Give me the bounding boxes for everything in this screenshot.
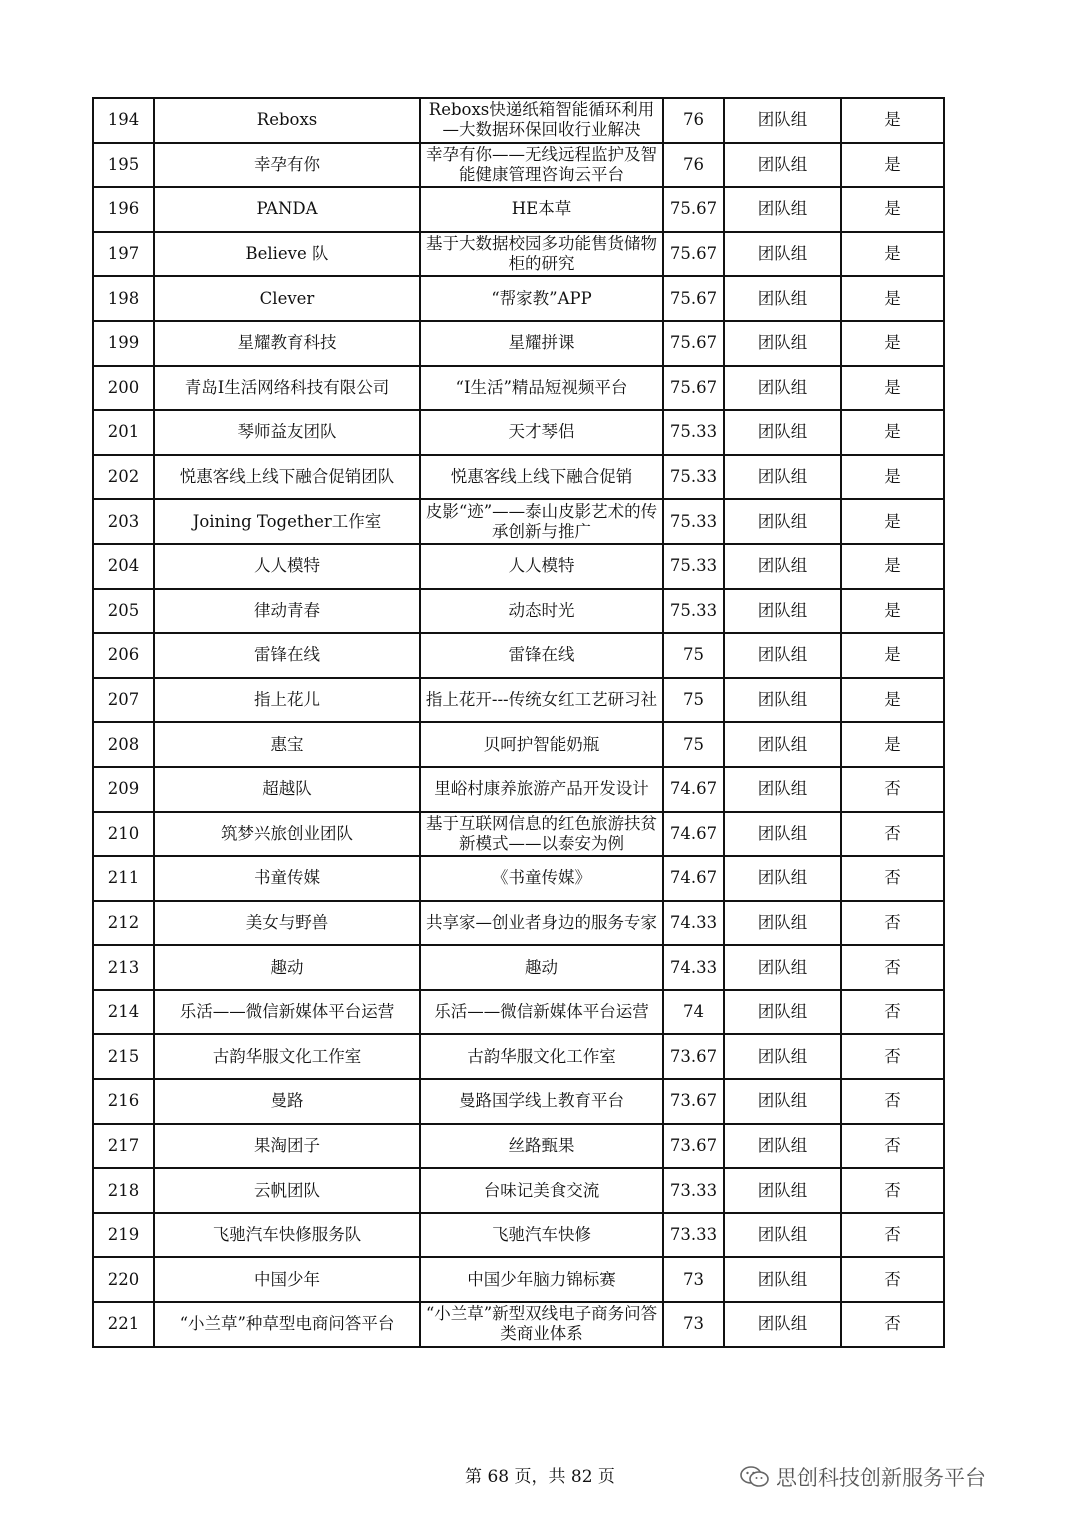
- score-cell: 75.67: [663, 321, 724, 366]
- team-name-cell: 惠宝: [154, 722, 420, 767]
- project-name-cell: 人人模特: [420, 544, 663, 589]
- row-number-cell: 215: [93, 1034, 154, 1079]
- watermark: [740, 1462, 986, 1492]
- table-row: [93, 1034, 944, 1079]
- team-name-cell: Believe 队: [154, 232, 420, 277]
- row-number-cell: 200: [93, 366, 154, 411]
- row-number-cell: 199: [93, 321, 154, 366]
- result-cell: 否: [841, 1034, 944, 1079]
- score-cell: 74: [663, 990, 724, 1035]
- result-cell: 是: [841, 143, 944, 188]
- row-number-cell: 218: [93, 1168, 154, 1213]
- score-cell: 74.67: [663, 767, 724, 812]
- result-cell: 否: [841, 812, 944, 857]
- result-cell: 是: [841, 455, 944, 500]
- row-number-cell: 213: [93, 945, 154, 990]
- score-cell: 73.33: [663, 1213, 724, 1258]
- project-name-cell: HE本草: [420, 187, 663, 232]
- table-row: [93, 366, 944, 411]
- project-name-cell: 星耀拼课: [420, 321, 663, 366]
- result-cell: 是: [841, 544, 944, 589]
- row-number-cell: 205: [93, 589, 154, 634]
- project-name-cell: 皮影“迹”——泰山皮影艺术的传承创新与推广: [420, 499, 663, 544]
- result-cell: 否: [841, 945, 944, 990]
- table-row: [93, 1079, 944, 1124]
- group-cell: 团队组: [724, 633, 841, 678]
- table-row: [93, 98, 944, 143]
- row-number-cell: 201: [93, 410, 154, 455]
- group-cell: 团队组: [724, 1034, 841, 1079]
- team-name-cell: 筑梦兴旅创业团队: [154, 812, 420, 857]
- table-row: [93, 945, 944, 990]
- project-name-cell: 中国少年脑力锦标赛: [420, 1257, 663, 1302]
- team-name-cell: 指上花儿: [154, 678, 420, 723]
- team-name-cell: 美女与野兽: [154, 901, 420, 946]
- row-number-cell: 220: [93, 1257, 154, 1302]
- result-cell: 是: [841, 410, 944, 455]
- table-row: [93, 1213, 944, 1258]
- row-number-cell: 212: [93, 901, 154, 946]
- score-cell: 75.33: [663, 589, 724, 634]
- team-name-cell: Clever: [154, 276, 420, 321]
- result-cell: 是: [841, 678, 944, 723]
- team-name-cell: 青岛I生活网络科技有限公司: [154, 366, 420, 411]
- score-cell: 75.33: [663, 499, 724, 544]
- table-row: [93, 143, 944, 188]
- result-cell: 否: [841, 856, 944, 901]
- team-name-cell: 悦惠客线上线下融合促销团队: [154, 455, 420, 500]
- team-name-cell: 乐活——微信新媒体平台运营: [154, 990, 420, 1035]
- team-name-cell: Reboxs: [154, 98, 420, 143]
- project-name-cell: 丝路甄果: [420, 1124, 663, 1169]
- group-cell: 团队组: [724, 1302, 841, 1347]
- result-cell: 是: [841, 232, 944, 277]
- team-name-cell: 琴师益友团队: [154, 410, 420, 455]
- result-cell: 否: [841, 1124, 944, 1169]
- table-row: [93, 276, 944, 321]
- project-name-cell: “小兰草”新型双线电子商务问答类商业体系: [420, 1302, 663, 1347]
- result-cell: 否: [841, 1257, 944, 1302]
- score-cell: 75.33: [663, 410, 724, 455]
- team-name-cell: PANDA: [154, 187, 420, 232]
- table-row: [93, 633, 944, 678]
- project-name-cell: 乐活——微信新媒体平台运营: [420, 990, 663, 1035]
- group-cell: 团队组: [724, 1124, 841, 1169]
- table-row: [93, 455, 944, 500]
- page-footer: 第 68 页，共 82 页: [465, 1467, 615, 1487]
- team-name-cell: 律动青春: [154, 589, 420, 634]
- team-name-cell: 雷锋在线: [154, 633, 420, 678]
- project-name-cell: 动态时光: [420, 589, 663, 634]
- table-row: [93, 678, 944, 723]
- result-cell: 是: [841, 276, 944, 321]
- team-name-cell: 幸孕有你: [154, 143, 420, 188]
- result-cell: 是: [841, 499, 944, 544]
- row-number-cell: 198: [93, 276, 154, 321]
- group-cell: 团队组: [724, 767, 841, 812]
- row-number-cell: 214: [93, 990, 154, 1035]
- project-name-cell: 指上花开---传统女红工艺研习社: [420, 678, 663, 723]
- group-cell: 团队组: [724, 901, 841, 946]
- row-number-cell: 197: [93, 232, 154, 277]
- result-cell: 是: [841, 589, 944, 634]
- team-name-cell: 云帆团队: [154, 1168, 420, 1213]
- result-cell: 否: [841, 901, 944, 946]
- score-cell: 75.67: [663, 366, 724, 411]
- score-cell: 75.67: [663, 187, 724, 232]
- score-cell: 73.33: [663, 1168, 724, 1213]
- team-name-cell: 曼路: [154, 1079, 420, 1124]
- score-cell: 74.67: [663, 812, 724, 857]
- score-cell: 74.33: [663, 945, 724, 990]
- score-cell: 73.67: [663, 1034, 724, 1079]
- row-number-cell: 207: [93, 678, 154, 723]
- project-name-cell: 台味记美食交流: [420, 1168, 663, 1213]
- row-number-cell: 202: [93, 455, 154, 500]
- group-cell: 团队组: [724, 455, 841, 500]
- score-cell: 73: [663, 1302, 724, 1347]
- score-cell: 73.67: [663, 1079, 724, 1124]
- score-cell: 75: [663, 678, 724, 723]
- row-number-cell: 194: [93, 98, 154, 143]
- group-cell: 团队组: [724, 544, 841, 589]
- row-number-cell: 196: [93, 187, 154, 232]
- project-name-cell: 悦惠客线上线下融合促销: [420, 455, 663, 500]
- row-number-cell: 219: [93, 1213, 154, 1258]
- group-cell: 团队组: [724, 1257, 841, 1302]
- score-cell: 73: [663, 1257, 724, 1302]
- table-row: [93, 990, 944, 1035]
- group-cell: 团队组: [724, 990, 841, 1035]
- group-cell: 团队组: [724, 232, 841, 277]
- team-name-cell: 果淘团子: [154, 1124, 420, 1169]
- result-cell: 是: [841, 321, 944, 366]
- row-number-cell: 217: [93, 1124, 154, 1169]
- group-cell: 团队组: [724, 187, 841, 232]
- project-name-cell: 共享家—创业者身边的服务专家: [420, 901, 663, 946]
- row-number-cell: 209: [93, 767, 154, 812]
- result-cell: 否: [841, 1302, 944, 1347]
- group-cell: 团队组: [724, 856, 841, 901]
- score-cell: 75.67: [663, 276, 724, 321]
- project-name-cell: 基于互联网信息的红色旅游扶贫新模式——以泰安为例: [420, 812, 663, 857]
- group-cell: 团队组: [724, 410, 841, 455]
- table-body: [93, 98, 944, 1347]
- result-cell: 否: [841, 1168, 944, 1213]
- group-cell: 团队组: [724, 321, 841, 366]
- wechat-icon: [740, 1465, 770, 1489]
- group-cell: 团队组: [724, 589, 841, 634]
- table-row: [93, 901, 944, 946]
- score-cell: 76: [663, 143, 724, 188]
- table-row: [93, 187, 944, 232]
- group-cell: 团队组: [724, 276, 841, 321]
- result-cell: 否: [841, 990, 944, 1035]
- project-name-cell: 贝呵护智能奶瓶: [420, 722, 663, 767]
- project-name-cell: 基于大数据校园多功能售货储物柜的研究: [420, 232, 663, 277]
- group-cell: 团队组: [724, 812, 841, 857]
- project-name-cell: 曼路国学线上教育平台: [420, 1079, 663, 1124]
- table-row: [93, 1257, 944, 1302]
- table-row: [93, 767, 944, 812]
- score-cell: 75.33: [663, 544, 724, 589]
- table-row: [93, 410, 944, 455]
- project-name-cell: “帮家教”APP: [420, 276, 663, 321]
- project-name-cell: 天才琴侣: [420, 410, 663, 455]
- group-cell: 团队组: [724, 945, 841, 990]
- team-name-cell: 中国少年: [154, 1257, 420, 1302]
- team-name-cell: 书童传媒: [154, 856, 420, 901]
- result-cell: 是: [841, 366, 944, 411]
- score-cell: 75.67: [663, 232, 724, 277]
- project-name-cell: 飞驰汽车快修: [420, 1213, 663, 1258]
- result-cell: 否: [841, 1213, 944, 1258]
- table-row: [93, 722, 944, 767]
- project-name-cell: 幸孕有你——无线远程监护及智能健康管理咨询云平台: [420, 143, 663, 188]
- team-name-cell: 趣动: [154, 945, 420, 990]
- group-cell: 团队组: [724, 366, 841, 411]
- result-cell: 是: [841, 98, 944, 143]
- group-cell: 团队组: [724, 722, 841, 767]
- watermark-text: 思创科技创新服务平台: [776, 1466, 986, 1490]
- row-number-cell: 216: [93, 1079, 154, 1124]
- group-cell: 团队组: [724, 499, 841, 544]
- row-number-cell: 206: [93, 633, 154, 678]
- score-cell: 74.67: [663, 856, 724, 901]
- row-number-cell: 208: [93, 722, 154, 767]
- table-row: [93, 1302, 944, 1347]
- table-row: [93, 499, 944, 544]
- project-name-cell: 里峪村康养旅游产品开发设计: [420, 767, 663, 812]
- team-name-cell: 古韵华服文化工作室: [154, 1034, 420, 1079]
- team-name-cell: 星耀教育科技: [154, 321, 420, 366]
- result-cell: 否: [841, 767, 944, 812]
- row-number-cell: 221: [93, 1302, 154, 1347]
- table-row: [93, 856, 944, 901]
- table-row: [93, 544, 944, 589]
- table-row: [93, 232, 944, 277]
- team-name-cell: Joining Together工作室: [154, 499, 420, 544]
- result-cell: 否: [841, 1079, 944, 1124]
- group-cell: 团队组: [724, 143, 841, 188]
- group-cell: 团队组: [724, 1213, 841, 1258]
- table-row: [93, 589, 944, 634]
- team-name-cell: “小兰草”种草型电商问答平台: [154, 1302, 420, 1347]
- score-cell: 73.67: [663, 1124, 724, 1169]
- project-name-cell: Reboxs快递纸箱智能循环利用—大数据环保回收行业解决: [420, 98, 663, 143]
- team-name-cell: 飞驰汽车快修服务队: [154, 1213, 420, 1258]
- project-name-cell: 古韵华服文化工作室: [420, 1034, 663, 1079]
- project-name-cell: “I生活”精品短视频平台: [420, 366, 663, 411]
- result-cell: 是: [841, 187, 944, 232]
- project-name-cell: 趣动: [420, 945, 663, 990]
- score-cell: 76: [663, 98, 724, 143]
- team-name-cell: 人人模特: [154, 544, 420, 589]
- group-cell: 团队组: [724, 98, 841, 143]
- team-name-cell: 超越队: [154, 767, 420, 812]
- table-row: [93, 1168, 944, 1213]
- row-number-cell: 211: [93, 856, 154, 901]
- score-cell: 75.33: [663, 455, 724, 500]
- row-number-cell: 203: [93, 499, 154, 544]
- row-number-cell: 195: [93, 143, 154, 188]
- results-table: [92, 97, 945, 1348]
- score-cell: 74.33: [663, 901, 724, 946]
- result-cell: 是: [841, 633, 944, 678]
- row-number-cell: 210: [93, 812, 154, 857]
- group-cell: 团队组: [724, 1079, 841, 1124]
- score-cell: 75: [663, 722, 724, 767]
- project-name-cell: 《书童传媒》: [420, 856, 663, 901]
- row-number-cell: 204: [93, 544, 154, 589]
- table-row: [93, 812, 944, 857]
- table-row: [93, 321, 944, 366]
- result-cell: 是: [841, 722, 944, 767]
- score-cell: 75: [663, 633, 724, 678]
- group-cell: 团队组: [724, 1168, 841, 1213]
- table-row: [93, 1124, 944, 1169]
- project-name-cell: 雷锋在线: [420, 633, 663, 678]
- group-cell: 团队组: [724, 678, 841, 723]
